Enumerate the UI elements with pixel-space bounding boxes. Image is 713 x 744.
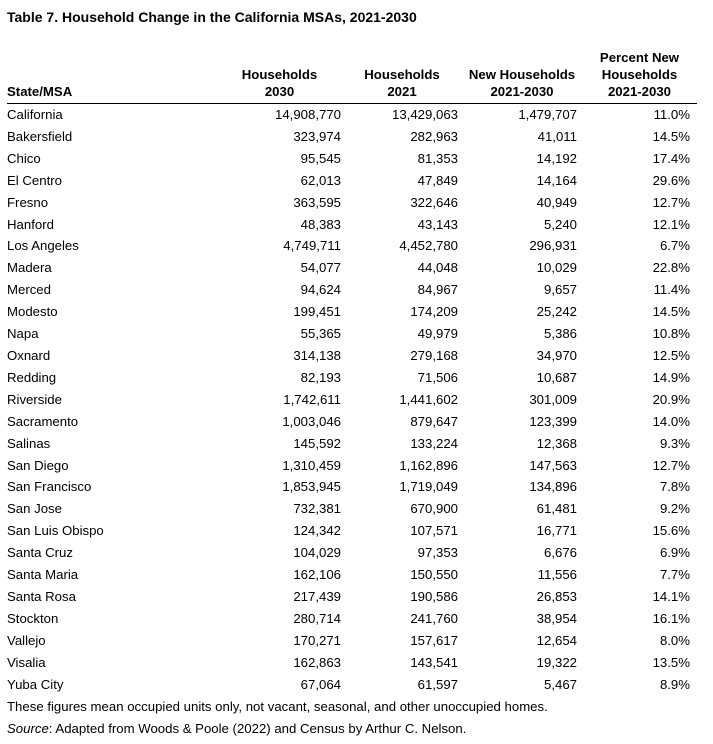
households-2030-cell: 1,310,459 <box>282 457 341 473</box>
msa-name-cell: Fresno <box>7 194 49 210</box>
table-row <box>7 498 697 520</box>
households-2021-cell: 190,586 <box>410 588 458 604</box>
households-2030-cell: 280,714 <box>293 610 341 626</box>
msa-name-cell: Redding <box>7 369 57 385</box>
msa-name-cell: Los Angeles <box>7 238 79 254</box>
table-row <box>7 564 697 586</box>
table-row <box>7 126 697 148</box>
new-households-cell: 11,556 <box>537 567 577 583</box>
households-2021-cell: 157,617 <box>410 632 458 648</box>
percent-new-cell: 22.8% <box>652 260 690 276</box>
table-row <box>7 170 697 192</box>
source-text: : Adapted from Woods & Poole (2022) and Census by Arthur C. Nelson. <box>48 721 467 737</box>
new-households-cell: 12,654 <box>536 632 577 648</box>
table-row <box>7 674 697 696</box>
households-2030-cell: 55,365 <box>300 326 341 342</box>
percent-new-cell: 8.0% <box>659 632 690 648</box>
percent-new-cell: 6.7% <box>659 238 690 254</box>
table-body <box>7 104 697 696</box>
households-2030-cell: 82,193 <box>300 369 341 385</box>
header-households-2030: Households 2030 <box>217 49 342 104</box>
percent-new-cell: 11.4% <box>653 282 690 298</box>
households-2021-cell: 150,550 <box>410 567 458 583</box>
households-2021-cell: 49,979 <box>417 326 458 342</box>
percent-new-cell: 17.4% <box>652 150 690 166</box>
table-row <box>7 104 697 126</box>
msa-name-cell: San Luis Obispo <box>7 523 104 539</box>
households-2021-cell: 670,900 <box>410 501 458 517</box>
households-2021-cell: 279,168 <box>410 347 458 363</box>
households-2030-cell: 48,383 <box>300 216 341 232</box>
households-2021-cell: 241,760 <box>410 610 458 626</box>
households-2030-cell: 217,439 <box>293 588 341 604</box>
msa-name-cell: Bakersfield <box>7 128 73 144</box>
percent-new-cell: 9.2% <box>659 501 690 517</box>
table-row <box>7 652 697 674</box>
new-households-cell: 26,853 <box>536 588 577 604</box>
new-households-cell: 40,949 <box>536 194 577 210</box>
new-households-cell: 6,676 <box>543 545 577 561</box>
households-2030-cell: 95,545 <box>300 150 341 166</box>
msa-name-cell: San Francisco <box>7 479 92 495</box>
new-households-cell: 5,240 <box>543 216 577 232</box>
new-households-cell: 10,029 <box>536 260 577 276</box>
table-row <box>7 433 697 455</box>
households-2021-cell: 143,541 <box>410 654 458 670</box>
households-2030-cell: 14,908,770 <box>274 107 341 122</box>
households-2030-cell: 94,624 <box>300 282 341 298</box>
msa-name-cell: California <box>7 107 63 122</box>
table-row <box>7 455 697 477</box>
households-2021-cell: 71,506 <box>417 369 458 385</box>
table-row <box>7 323 697 345</box>
footnote: These figures mean occupied units only, not vacant, seasonal, and other unoccupied homes. <box>7 699 548 715</box>
households-2030-cell: 145,592 <box>293 435 341 451</box>
households-2021-cell: 879,647 <box>410 413 458 429</box>
percent-new-cell: 14.0% <box>652 413 690 429</box>
households-2030-cell: 314,138 <box>293 347 341 363</box>
new-households-cell: 19,322 <box>536 654 577 670</box>
household-change-table <box>7 49 697 695</box>
households-2021-cell: 174,209 <box>410 304 458 320</box>
households-2030-cell: 1,003,046 <box>282 413 341 429</box>
percent-new-cell: 29.6% <box>652 172 690 188</box>
msa-name-cell: Merced <box>7 282 51 298</box>
table-row <box>7 389 697 411</box>
percent-new-cell: 14.9% <box>652 369 690 385</box>
header-new-households: New Households 2021-2030 <box>462 49 582 104</box>
new-households-cell: 1,479,707 <box>518 107 577 122</box>
percent-new-cell: 12.7% <box>652 457 690 473</box>
percent-new-cell: 14.5% <box>652 128 690 144</box>
msa-name-cell: Santa Maria <box>7 567 79 583</box>
households-2021-cell: 1,162,896 <box>399 457 458 473</box>
new-households-cell: 123,399 <box>529 413 577 429</box>
table-row <box>7 148 697 170</box>
header-row <box>7 49 697 104</box>
households-2021-cell: 1,719,049 <box>399 479 458 495</box>
households-2030-cell: 4,749,711 <box>283 238 341 254</box>
households-2030-cell: 732,381 <box>293 501 341 517</box>
percent-new-cell: 12.7% <box>652 194 690 210</box>
households-2030-cell: 54,077 <box>300 260 341 276</box>
table-row <box>7 476 697 498</box>
percent-new-cell: 8.9% <box>659 676 690 692</box>
percent-new-cell: 6.9% <box>659 545 690 561</box>
households-2030-cell: 104,029 <box>293 545 341 561</box>
msa-name-cell: Napa <box>7 326 39 342</box>
households-2021-cell: 1,441,602 <box>399 391 458 407</box>
table-row <box>7 214 697 236</box>
households-2030-cell: 323,974 <box>293 128 341 144</box>
msa-name-cell: Stockton <box>7 610 59 626</box>
households-2030-cell: 124,342 <box>293 523 341 539</box>
new-households-cell: 301,009 <box>529 391 577 407</box>
households-2021-cell: 107,571 <box>410 523 458 539</box>
header-state-msa: State/MSA <box>7 49 217 104</box>
table-row <box>7 608 697 630</box>
percent-new-cell: 15.6% <box>652 523 690 539</box>
households-2021-cell: 44,048 <box>417 260 458 276</box>
table-row <box>7 367 697 389</box>
header-households-2021: Households 2021 <box>342 49 462 104</box>
new-households-cell: 10,687 <box>536 369 577 385</box>
table-row <box>7 192 697 214</box>
households-2030-cell: 199,451 <box>293 304 341 320</box>
households-2021-cell: 13,429,063 <box>391 107 458 122</box>
percent-new-cell: 11.0% <box>653 107 690 122</box>
table-row <box>7 257 697 279</box>
msa-name-cell: Oxnard <box>7 347 51 363</box>
source-label: Source <box>7 721 49 737</box>
new-households-cell: 9,657 <box>543 282 577 298</box>
percent-new-cell: 14.5% <box>652 304 690 320</box>
msa-name-cell: Visalia <box>7 654 46 670</box>
households-2030-cell: 62,013 <box>300 172 341 188</box>
table-row <box>7 520 697 542</box>
table-row <box>7 301 697 323</box>
table-row <box>7 542 697 564</box>
table-row <box>7 235 697 257</box>
msa-name-cell: Santa Rosa <box>7 588 76 604</box>
table-row <box>7 411 697 433</box>
households-2030-cell: 162,863 <box>293 654 341 670</box>
table-title: Table 7. Household Change in the California MSAs, 2021-2030 <box>7 9 417 25</box>
new-households-cell: 61,481 <box>536 501 577 517</box>
msa-name-cell: Vallejo <box>7 632 46 648</box>
households-2030-cell: 363,595 <box>293 194 341 210</box>
percent-new-cell: 13.5% <box>652 654 690 670</box>
households-2030-cell: 162,106 <box>293 567 341 583</box>
msa-name-cell: Madera <box>7 260 52 276</box>
percent-new-cell: 12.5% <box>652 347 690 363</box>
percent-new-cell: 9.3% <box>659 435 690 451</box>
new-households-cell: 12,368 <box>536 435 577 451</box>
new-households-cell: 134,896 <box>529 479 577 495</box>
new-households-cell: 5,386 <box>543 326 577 342</box>
msa-name-cell: Riverside <box>7 391 62 407</box>
msa-name-cell: Santa Cruz <box>7 545 73 561</box>
new-households-cell: 14,164 <box>536 172 577 188</box>
households-2021-cell: 322,646 <box>410 194 458 210</box>
source-note <box>7 719 713 739</box>
msa-name-cell: Hanford <box>7 216 54 232</box>
percent-new-cell: 10.8% <box>652 326 690 342</box>
table-row <box>7 279 697 301</box>
households-2030-cell: 170,271 <box>293 632 341 648</box>
percent-new-cell: 16.1% <box>652 610 690 626</box>
households-2030-cell: 1,853,945 <box>282 479 341 495</box>
households-2021-cell: 4,452,780 <box>399 238 458 254</box>
new-households-cell: 41,011 <box>537 128 577 144</box>
percent-new-cell: 12.1% <box>652 216 690 232</box>
new-households-cell: 296,931 <box>529 238 577 254</box>
new-households-cell: 34,970 <box>536 347 577 363</box>
msa-name-cell: Chico <box>7 150 41 166</box>
new-households-cell: 16,771 <box>536 523 577 539</box>
percent-new-cell: 7.8% <box>659 479 690 495</box>
msa-name-cell: Modesto <box>7 304 58 320</box>
households-2021-cell: 84,967 <box>417 282 458 298</box>
msa-name-cell: San Diego <box>7 457 69 473</box>
new-households-cell: 25,242 <box>536 304 577 320</box>
new-households-cell: 5,467 <box>543 676 577 692</box>
households-2021-cell: 43,143 <box>417 216 458 232</box>
percent-new-cell: 7.7% <box>659 567 690 583</box>
table-row <box>7 630 697 652</box>
households-2030-cell: 67,064 <box>300 676 341 692</box>
households-2030-cell: 1,742,611 <box>283 391 341 407</box>
table-row <box>7 345 697 367</box>
households-2021-cell: 282,963 <box>410 128 458 144</box>
households-2021-cell: 47,849 <box>417 172 458 188</box>
households-2021-cell: 133,224 <box>410 435 458 451</box>
msa-name-cell: Yuba City <box>7 676 64 692</box>
households-2021-cell: 97,353 <box>417 545 458 561</box>
msa-name-cell: San Jose <box>7 501 62 517</box>
new-households-cell: 147,563 <box>529 457 577 473</box>
header-percent-new: Percent New Households 2021-2030 <box>582 49 697 104</box>
new-households-cell: 14,192 <box>536 150 577 166</box>
table-row <box>7 586 697 608</box>
msa-name-cell: Sacramento <box>7 413 79 429</box>
percent-new-cell: 20.9% <box>652 391 690 407</box>
percent-new-cell: 14.1% <box>652 588 690 604</box>
new-households-cell: 38,954 <box>536 610 577 626</box>
households-2021-cell: 61,597 <box>417 676 458 692</box>
households-2021-cell: 81,353 <box>417 150 458 166</box>
msa-name-cell: El Centro <box>7 172 62 188</box>
msa-name-cell: Salinas <box>7 435 51 451</box>
